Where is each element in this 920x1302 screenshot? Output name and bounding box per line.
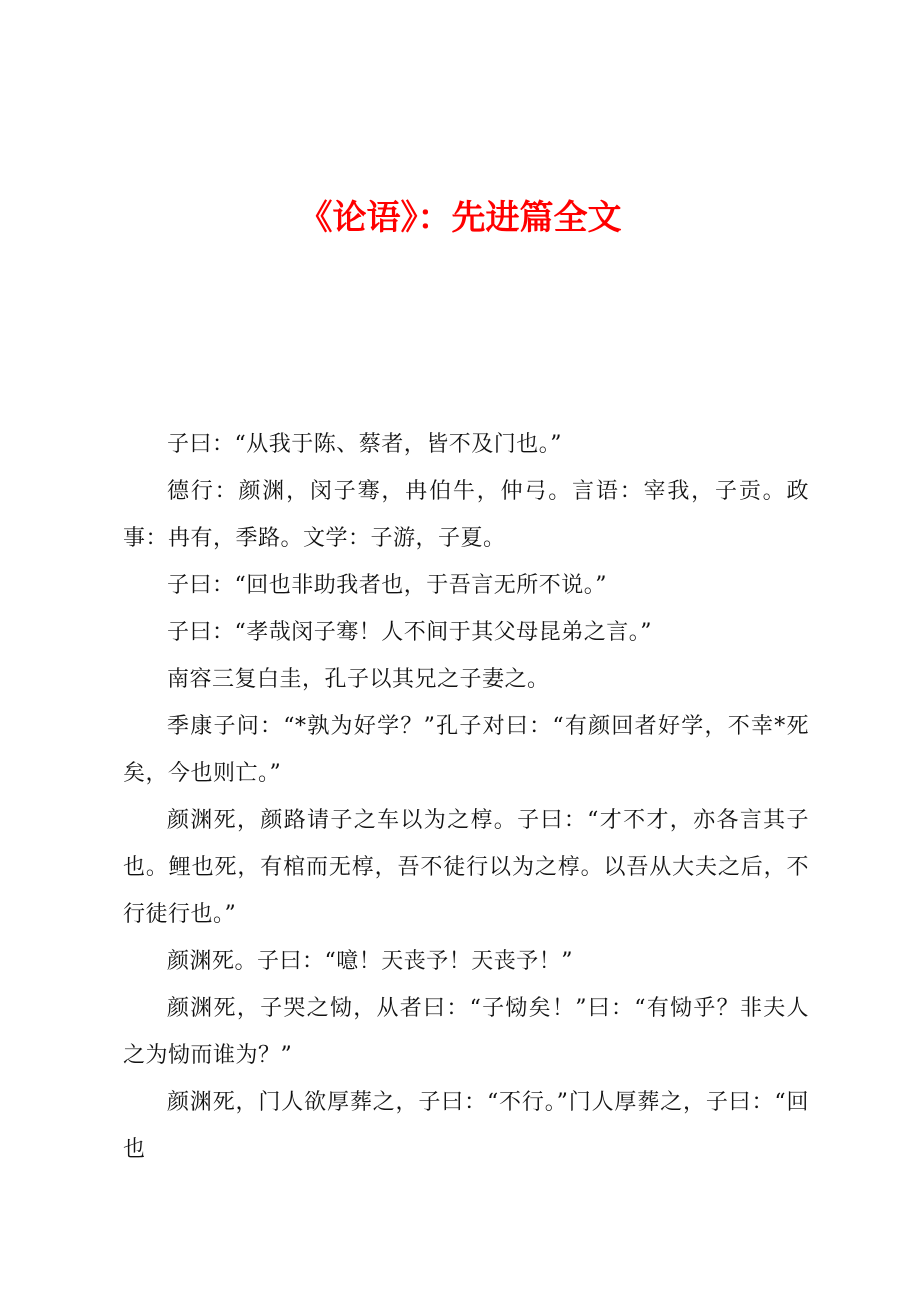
paragraph: 季康子问：“*孰为好学？”孔子对曰：“有颜回者好学，不幸*死矣，今也则亡。”: [123, 714, 809, 786]
paragraph: 颜渊死。子曰：“噫！天丧予！天丧予！”: [167, 949, 573, 974]
paragraph: 颜渊死，颜路请子之车以为之椁。子曰：“才不才，亦各言其子也。鲤也死，有棺而无椁，吾不徒行以为之椁。以吾从大夫之后，不行徒行也。”: [123, 808, 809, 927]
document-title: 《论语》：先进篇全文: [298, 198, 622, 238]
paragraph: 子曰：“回也非助我者也，于吾言无所不说。”: [167, 573, 607, 598]
paragraph: 颜渊死，子哭之恸，从者曰：“子恸矣！”曰：“有恸乎？非夫人之为恸而谁为？”: [123, 996, 809, 1068]
document-body: [123, 421, 809, 1173]
paragraph: 颜渊死，门人欲厚葬之，子曰：“不行。”门人厚葬之，子曰：“回也: [123, 1090, 809, 1162]
paragraph: 子曰：“从我于陈、蔡者，皆不及门也。”: [167, 432, 562, 457]
paragraph: 德行：颜渊，闵子骞，冉伯牛，仲弓。言语：宰我，子贡。政事：冉有，季路。文学：子游，子夏。: [123, 479, 809, 551]
paragraph: 南容三复白圭，孔子以其兄之子妻之。: [167, 667, 550, 692]
paragraph: 子曰：“孝哉闵子骞！人不间于其父母昆弟之言。”: [167, 620, 652, 645]
